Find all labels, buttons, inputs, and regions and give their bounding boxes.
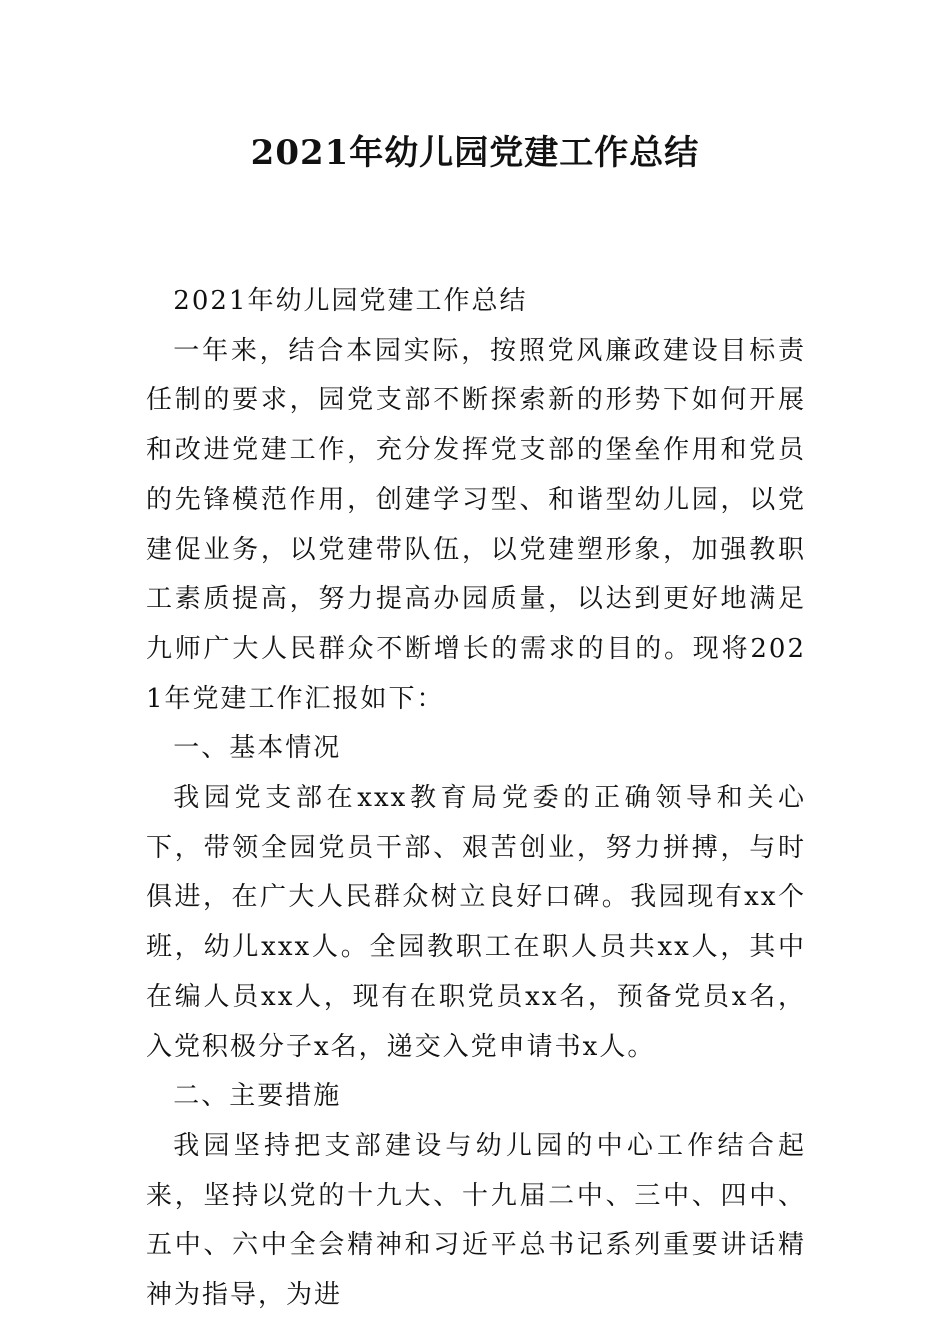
basic-situation-paragraph: 我园党支部在xxx教育局党委的正确领导和关心下，带领全园党员干部、艰苦创业，努力拼搏，与时俱进，在广大人民群众树立良好口碑。我园现有xx个班，幼儿xxx人。全园教职工在职人员共xx人，其中在编人员xx人，现有在职党员xx名，预备党员x名，入党积极分子x名，递交入党申请书x人。: [146, 783, 806, 1062]
main-measures-paragraph: 我园坚持把支部建设与幼儿园的中心工作结合起来，坚持以党的十九大、十九届二中、三中、四中、五中、六中全会精神和习近平总书记系列重要讲话精神为指导，为进: [146, 1130, 806, 1311]
intro-paragraph: 一年来，结合本园实际，按照党风廉政建设目标责任制的要求，园党支部不断探索新的形势下如何开展和改进党建工作，充分发挥党支部的堡垒作用和党员的先锋模范作用，创建学习型、和谐型幼儿园，以党建促业务，以党建带队伍，以党建塑形象，加强教职工素质提高，努力提高办园质量，以达到更好地满足九师广大人民群众不断增长的需求的目的。现将2021年党建工作汇报如下：: [146, 335, 806, 714]
document-title: 2021年幼儿园党建工作总结: [250, 133, 700, 173]
section-heading-main-measures: 二、主要措施: [173, 1081, 342, 1112]
section-heading-basic-situation: 一、基本情况: [173, 733, 342, 764]
body-subtitle: 2021年幼儿园党建工作总结: [173, 286, 528, 316]
document-body: [146, 277, 806, 1321]
